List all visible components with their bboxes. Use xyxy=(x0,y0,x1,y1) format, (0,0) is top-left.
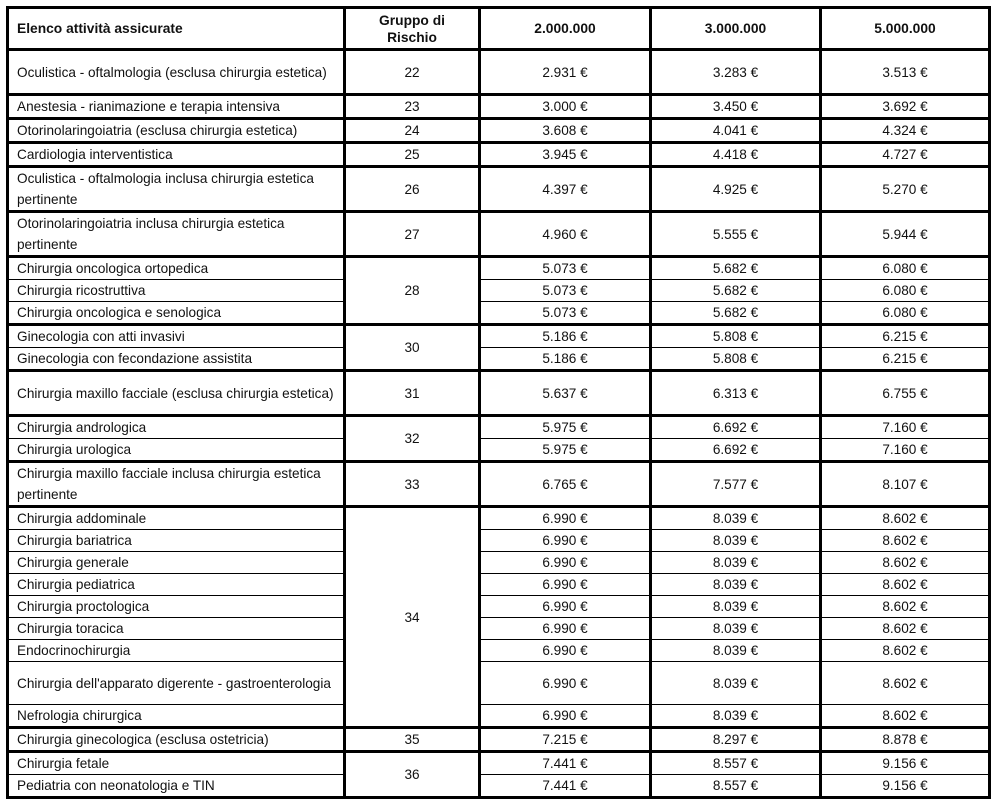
premium-3m: 4.041 € xyxy=(651,119,821,143)
activity-name: Chirurgia addominale xyxy=(8,507,345,530)
activity-name: Oculistica - oftalmologia (esclusa chirurgia estetica) xyxy=(8,50,345,95)
premium-2m: 5.186 € xyxy=(480,325,651,348)
premium-2m: 3.000 € xyxy=(480,95,651,119)
premium-2m: 5.975 € xyxy=(480,416,651,439)
premium-3m: 8.039 € xyxy=(651,507,821,530)
premium-5m: 6.080 € xyxy=(821,257,990,280)
activity-name: Chirurgia ricostruttiva xyxy=(8,280,345,302)
premium-5m: 5.944 € xyxy=(821,212,990,257)
premium-2m: 6.990 € xyxy=(480,530,651,552)
premium-3m: 8.039 € xyxy=(651,662,821,705)
activity-name: Chirurgia dell'apparato digerente - gastroenterologia xyxy=(8,662,345,705)
activity-name: Nefrologia chirurgica xyxy=(8,705,345,728)
header-activity: Elenco attività assicurate xyxy=(8,8,345,50)
premium-2m: 5.186 € xyxy=(480,348,651,371)
risk-group-cell: 33 xyxy=(345,462,480,507)
premium-5m: 4.727 € xyxy=(821,143,990,167)
premium-5m: 8.107 € xyxy=(821,462,990,507)
premium-3m: 7.577 € xyxy=(651,462,821,507)
activity-name: Chirurgia maxillo facciale (esclusa chirurgia estetica) xyxy=(8,371,345,416)
risk-group-cell: 32 xyxy=(345,416,480,462)
premium-5m: 4.324 € xyxy=(821,119,990,143)
premium-3m: 8.039 € xyxy=(651,552,821,574)
table-row xyxy=(8,212,990,257)
activity-name: Chirurgia proctologica xyxy=(8,596,345,618)
premium-5m: 8.602 € xyxy=(821,530,990,552)
table-row xyxy=(8,50,990,95)
table-row xyxy=(8,574,990,596)
table-row xyxy=(8,596,990,618)
risk-group-cell: 26 xyxy=(345,167,480,212)
premium-2m: 6.990 € xyxy=(480,662,651,705)
premium-3m: 3.283 € xyxy=(651,50,821,95)
activity-name: Cardiologia interventistica xyxy=(8,143,345,167)
risk-group-cell: 25 xyxy=(345,143,480,167)
premium-3m: 8.039 € xyxy=(651,618,821,640)
premium-2m: 5.073 € xyxy=(480,280,651,302)
risk-group-cell: 31 xyxy=(345,371,480,416)
premium-3m: 4.418 € xyxy=(651,143,821,167)
premium-2m: 6.990 € xyxy=(480,507,651,530)
risk-group-cell: 30 xyxy=(345,325,480,371)
table-row xyxy=(8,552,990,574)
premium-5m: 3.513 € xyxy=(821,50,990,95)
premium-3m: 8.557 € xyxy=(651,752,821,775)
table-row xyxy=(8,95,990,119)
activity-name: Chirurgia generale xyxy=(8,552,345,574)
premium-5m: 5.270 € xyxy=(821,167,990,212)
activity-name: Chirurgia fetale xyxy=(8,752,345,775)
premium-2m: 5.637 € xyxy=(480,371,651,416)
table-row xyxy=(8,348,990,371)
risk-group-cell: 36 xyxy=(345,752,480,798)
premium-2m: 6.990 € xyxy=(480,574,651,596)
premium-2m: 7.215 € xyxy=(480,728,651,752)
premium-2m: 6.990 € xyxy=(480,618,651,640)
premium-5m: 6.215 € xyxy=(821,348,990,371)
premium-3m: 8.039 € xyxy=(651,705,821,728)
risk-group-cell: 24 xyxy=(345,119,480,143)
activity-name: Ginecologia con atti invasivi xyxy=(8,325,345,348)
premium-5m: 6.080 € xyxy=(821,302,990,325)
premium-5m: 6.215 € xyxy=(821,325,990,348)
premium-3m: 6.692 € xyxy=(651,416,821,439)
premium-3m: 8.039 € xyxy=(651,574,821,596)
premium-5m: 8.602 € xyxy=(821,618,990,640)
header-limit-3m: 3.000.000 xyxy=(651,8,821,50)
activity-name: Endocrinochirurgia xyxy=(8,640,345,662)
premium-3m: 5.555 € xyxy=(651,212,821,257)
table-row xyxy=(8,167,990,212)
table-row xyxy=(8,371,990,416)
table-row xyxy=(8,439,990,462)
risk-group-cell: 28 xyxy=(345,257,480,325)
risk-group-cell: 35 xyxy=(345,728,480,752)
premium-3m: 6.692 € xyxy=(651,439,821,462)
table-row xyxy=(8,257,990,280)
premium-2m: 3.608 € xyxy=(480,119,651,143)
activity-name: Chirurgia urologica xyxy=(8,439,345,462)
table-row xyxy=(8,280,990,302)
premium-2m: 5.975 € xyxy=(480,439,651,462)
premium-2m: 6.990 € xyxy=(480,640,651,662)
premium-2m: 7.441 € xyxy=(480,775,651,798)
table-row xyxy=(8,143,990,167)
premium-3m: 3.450 € xyxy=(651,95,821,119)
premium-2m: 6.990 € xyxy=(480,596,651,618)
header-limit-5m: 5.000.000 xyxy=(821,8,990,50)
activity-name: Chirurgia pediatrica xyxy=(8,574,345,596)
risk-group-cell: 27 xyxy=(345,212,480,257)
premium-3m: 8.297 € xyxy=(651,728,821,752)
premium-3m: 8.039 € xyxy=(651,640,821,662)
premium-5m: 9.156 € xyxy=(821,775,990,798)
table-row xyxy=(8,662,990,705)
premium-3m: 5.682 € xyxy=(651,280,821,302)
insurance-premium-table xyxy=(6,6,991,799)
table-row xyxy=(8,416,990,439)
premium-5m: 8.602 € xyxy=(821,574,990,596)
table-row xyxy=(8,119,990,143)
activity-name: Chirurgia andrologica xyxy=(8,416,345,439)
table-row xyxy=(8,618,990,640)
table-row xyxy=(8,325,990,348)
premium-2m: 5.073 € xyxy=(480,257,651,280)
activity-name: Chirurgia ginecologica (esclusa ostetricia) xyxy=(8,728,345,752)
activity-name: Pediatria con neonatologia e TIN xyxy=(8,775,345,798)
premium-2m: 6.765 € xyxy=(480,462,651,507)
premium-5m: 8.602 € xyxy=(821,640,990,662)
premium-3m: 8.039 € xyxy=(651,530,821,552)
table-row xyxy=(8,705,990,728)
activity-name: Chirurgia maxillo facciale inclusa chirurgia estetica pertinente xyxy=(8,462,345,507)
header-risk-group: Gruppo di Rischio xyxy=(345,8,480,50)
premium-3m: 5.682 € xyxy=(651,302,821,325)
premium-5m: 8.602 € xyxy=(821,552,990,574)
premium-2m: 5.073 € xyxy=(480,302,651,325)
premium-3m: 5.808 € xyxy=(651,325,821,348)
activity-name: Oculistica - oftalmologia inclusa chirurgia estetica pertinente xyxy=(8,167,345,212)
premium-2m: 6.990 € xyxy=(480,705,651,728)
table-row xyxy=(8,775,990,798)
activity-name: Chirurgia oncologica e senologica xyxy=(8,302,345,325)
activity-name: Chirurgia toracica xyxy=(8,618,345,640)
premium-3m: 8.557 € xyxy=(651,775,821,798)
risk-group-cell: 22 xyxy=(345,50,480,95)
activity-name: Anestesia - rianimazione e terapia intensiva xyxy=(8,95,345,119)
premium-5m: 3.692 € xyxy=(821,95,990,119)
premium-3m: 5.682 € xyxy=(651,257,821,280)
risk-group-cell: 34 xyxy=(345,507,480,728)
table-body xyxy=(8,50,990,798)
activity-name: Chirurgia oncologica ortopedica xyxy=(8,257,345,280)
premium-5m: 9.156 € xyxy=(821,752,990,775)
premium-5m: 8.878 € xyxy=(821,728,990,752)
premium-5m: 8.602 € xyxy=(821,596,990,618)
premium-3m: 6.313 € xyxy=(651,371,821,416)
premium-5m: 8.602 € xyxy=(821,705,990,728)
activity-name: Chirurgia bariatrica xyxy=(8,530,345,552)
premium-3m: 8.039 € xyxy=(651,596,821,618)
header-limit-2m: 2.000.000 xyxy=(480,8,651,50)
activity-name: Otorinolaringoiatria inclusa chirurgia estetica pertinente xyxy=(8,212,345,257)
premium-5m: 6.755 € xyxy=(821,371,990,416)
activity-name: Otorinolaringoiatria (esclusa chirurgia estetica) xyxy=(8,119,345,143)
premium-3m: 5.808 € xyxy=(651,348,821,371)
premium-5m: 6.080 € xyxy=(821,280,990,302)
table-row xyxy=(8,752,990,775)
risk-group-cell: 23 xyxy=(345,95,480,119)
premium-2m: 3.945 € xyxy=(480,143,651,167)
premium-5m: 8.602 € xyxy=(821,507,990,530)
premium-2m: 7.441 € xyxy=(480,752,651,775)
premium-2m: 6.990 € xyxy=(480,552,651,574)
premium-2m: 4.397 € xyxy=(480,167,651,212)
table-row xyxy=(8,530,990,552)
premium-2m: 2.931 € xyxy=(480,50,651,95)
table-row xyxy=(8,462,990,507)
table-row xyxy=(8,302,990,325)
table-row xyxy=(8,507,990,530)
premium-2m: 4.960 € xyxy=(480,212,651,257)
table-row xyxy=(8,640,990,662)
premium-3m: 4.925 € xyxy=(651,167,821,212)
premium-5m: 7.160 € xyxy=(821,439,990,462)
header-row xyxy=(8,8,990,50)
premium-5m: 7.160 € xyxy=(821,416,990,439)
premium-5m: 8.602 € xyxy=(821,662,990,705)
table-row xyxy=(8,728,990,752)
activity-name: Ginecologia con fecondazione assistita xyxy=(8,348,345,371)
